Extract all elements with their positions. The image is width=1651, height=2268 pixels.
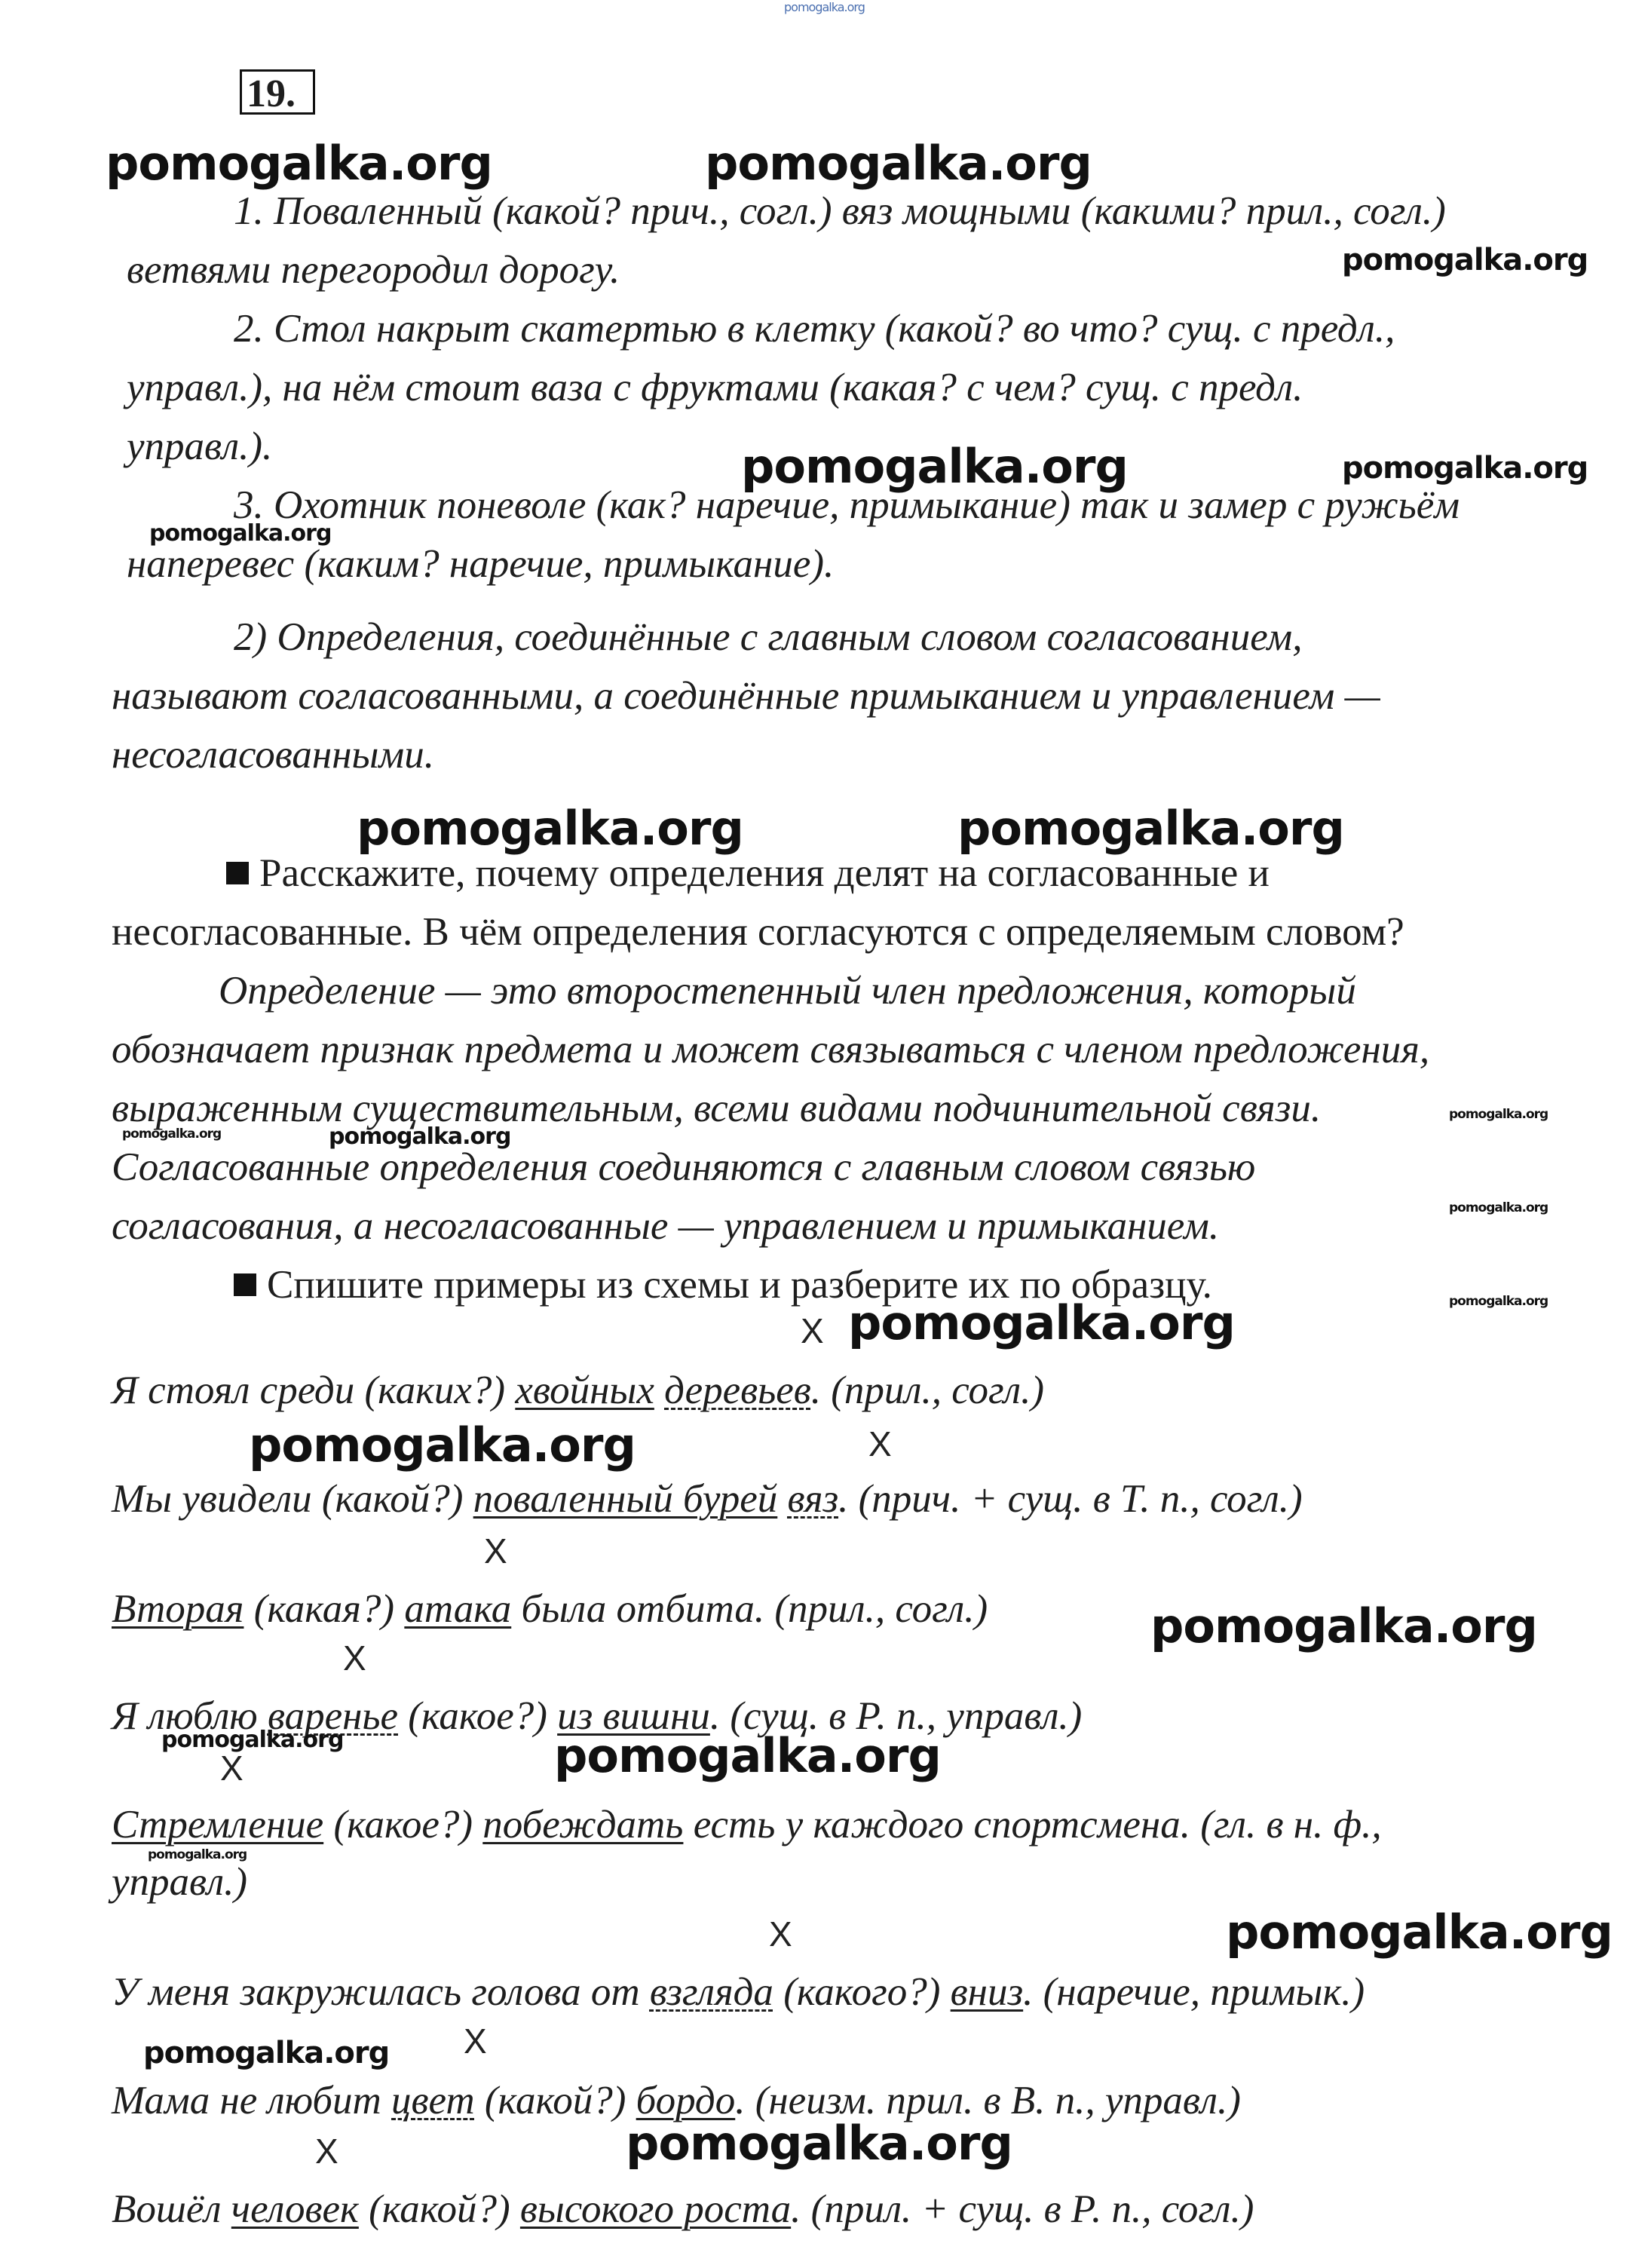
example-4: Я люблю варенье (какое?) из вишни. (сущ. в Р. п., управл.) — [112, 1694, 1083, 1738]
section2-line-1: 2) Определения, соединённые с главным словом согласованием, — [234, 615, 1303, 659]
watermark: pomogalka.org — [1342, 243, 1588, 277]
watermark: pomogalka.org — [143, 2036, 390, 2070]
cross-mark: X — [769, 1914, 792, 1954]
example-6: У меня закружилась голова от взгляда (какого?) вниз. (наречие, примык.) — [112, 1970, 1365, 2014]
watermark: pomogalka.org — [122, 1126, 222, 1142]
example-8: Вошёл человек (какой?) высокого роста. (прил. + сущ. в Р. п., согл.) — [112, 2187, 1254, 2231]
exercise-number: 19. — [240, 69, 315, 115]
cross-mark: X — [315, 2132, 338, 2171]
watermark: pomogalka.org — [357, 801, 743, 856]
section2-line-2: называют согласованными, а соединённые примыканием и управлением — — [112, 674, 1380, 718]
watermark: pomogalka.org — [249, 1418, 636, 1473]
example-5-cont: управл.) — [112, 1860, 248, 1904]
watermark: pomogalka.org — [1226, 1905, 1613, 1960]
answer1-line-4: Согласованные определения соединяются с главным словом связью — [112, 1145, 1256, 1189]
task2-line: Спишите примеры из схемы и разберите их по образцу. — [234, 1262, 1212, 1307]
section2-line-3: несогласованными. — [112, 733, 434, 777]
section1-line-1: 1. Поваленный (какой? прич., согл.) вяз мощными (какими? прил., согл.) — [234, 189, 1446, 233]
watermark-top: pomogalka.org — [784, 0, 865, 14]
example-5: Стремление (какое?) побеждать есть у каждого спортсмена. (гл. в н. ф., — [112, 1803, 1382, 1847]
watermark: pomogalka.org — [1150, 1598, 1537, 1653]
watermark: pomogalka.org — [1342, 451, 1588, 486]
example-2: Мы увидели (какой?) поваленный бурей вяз. (прич. + сущ. в Т. п., согл.) — [112, 1477, 1303, 1521]
section1-line-5: управл.). — [127, 424, 273, 468]
watermark: pomogalka.org — [329, 1123, 511, 1150]
watermark: pomogalka.org — [554, 1728, 941, 1783]
task1-line-1: Расскажите, почему определения делят на согласованные и — [226, 851, 1270, 896]
watermark: pomogalka.org — [741, 439, 1128, 494]
cross-mark: X — [801, 1311, 824, 1350]
section1-line-7: наперевес (каким? наречие, примыкание). — [127, 542, 835, 586]
cross-mark: X — [343, 1638, 366, 1678]
watermark: pomogalka.org — [149, 520, 332, 547]
section1-line-6: 3. Охотник поневоле (как? наречие, примыкание) так и замер с ружьём — [234, 483, 1460, 527]
cross-mark: X — [464, 2021, 487, 2061]
example-1: Я стоял среди (каких?) хвойных деревьев. (прил., согл.) — [112, 1368, 1044, 1412]
watermark: pomogalka.org — [1449, 1107, 1548, 1122]
watermark: pomogalka.org — [1449, 1294, 1548, 1309]
answer1-line-5: согласования, а несогласованные — управлением и примыканием. — [112, 1204, 1220, 1248]
bullet-square-icon — [226, 862, 249, 884]
task1-line-2: несогласованные. В чём определения согласуются с определяемым словом? — [112, 910, 1404, 954]
example-7: Мама не любит цвет (какой?) бордо. (неизм. прил. в В. п., управл.) — [112, 2079, 1241, 2122]
bullet-square-icon — [234, 1273, 256, 1296]
cross-mark: X — [220, 1749, 244, 1788]
cross-mark: X — [868, 1424, 892, 1463]
section1-line-2: ветвями перегородил дорогу. — [127, 248, 620, 292]
watermark: pomogalka.org — [161, 1727, 344, 1753]
watermark: pomogalka.org — [705, 136, 1092, 191]
watermark: pomogalka.org — [626, 2116, 1012, 2171]
section1-line-4: управл.), на нём стоит ваза с фруктами (какая? с чем? сущ. с предл. — [127, 366, 1303, 409]
answer1-line-2: обозначает признак предмета и может связываться с членом предложения, — [112, 1028, 1430, 1071]
example-3: Вторая (какая?) атака была отбита. (прил., согл.) — [112, 1587, 988, 1631]
answer1-line-3: выраженным существительным, всеми видами подчинительной связи. — [112, 1086, 1322, 1130]
watermark: pomogalka.org — [957, 801, 1344, 856]
watermark: pomogalka.org — [106, 136, 492, 191]
watermark: pomogalka.org — [148, 1847, 247, 1862]
answer1-line-1: Определение — это второстепенный член предложения, который — [219, 969, 1356, 1013]
watermark: pomogalka.org — [848, 1295, 1235, 1350]
cross-mark: X — [484, 1531, 507, 1571]
watermark: pomogalka.org — [1449, 1200, 1548, 1215]
section1-line-3: 2. Стол накрыт скатертью в клетку (какой? во что? сущ. с предл., — [234, 307, 1395, 351]
